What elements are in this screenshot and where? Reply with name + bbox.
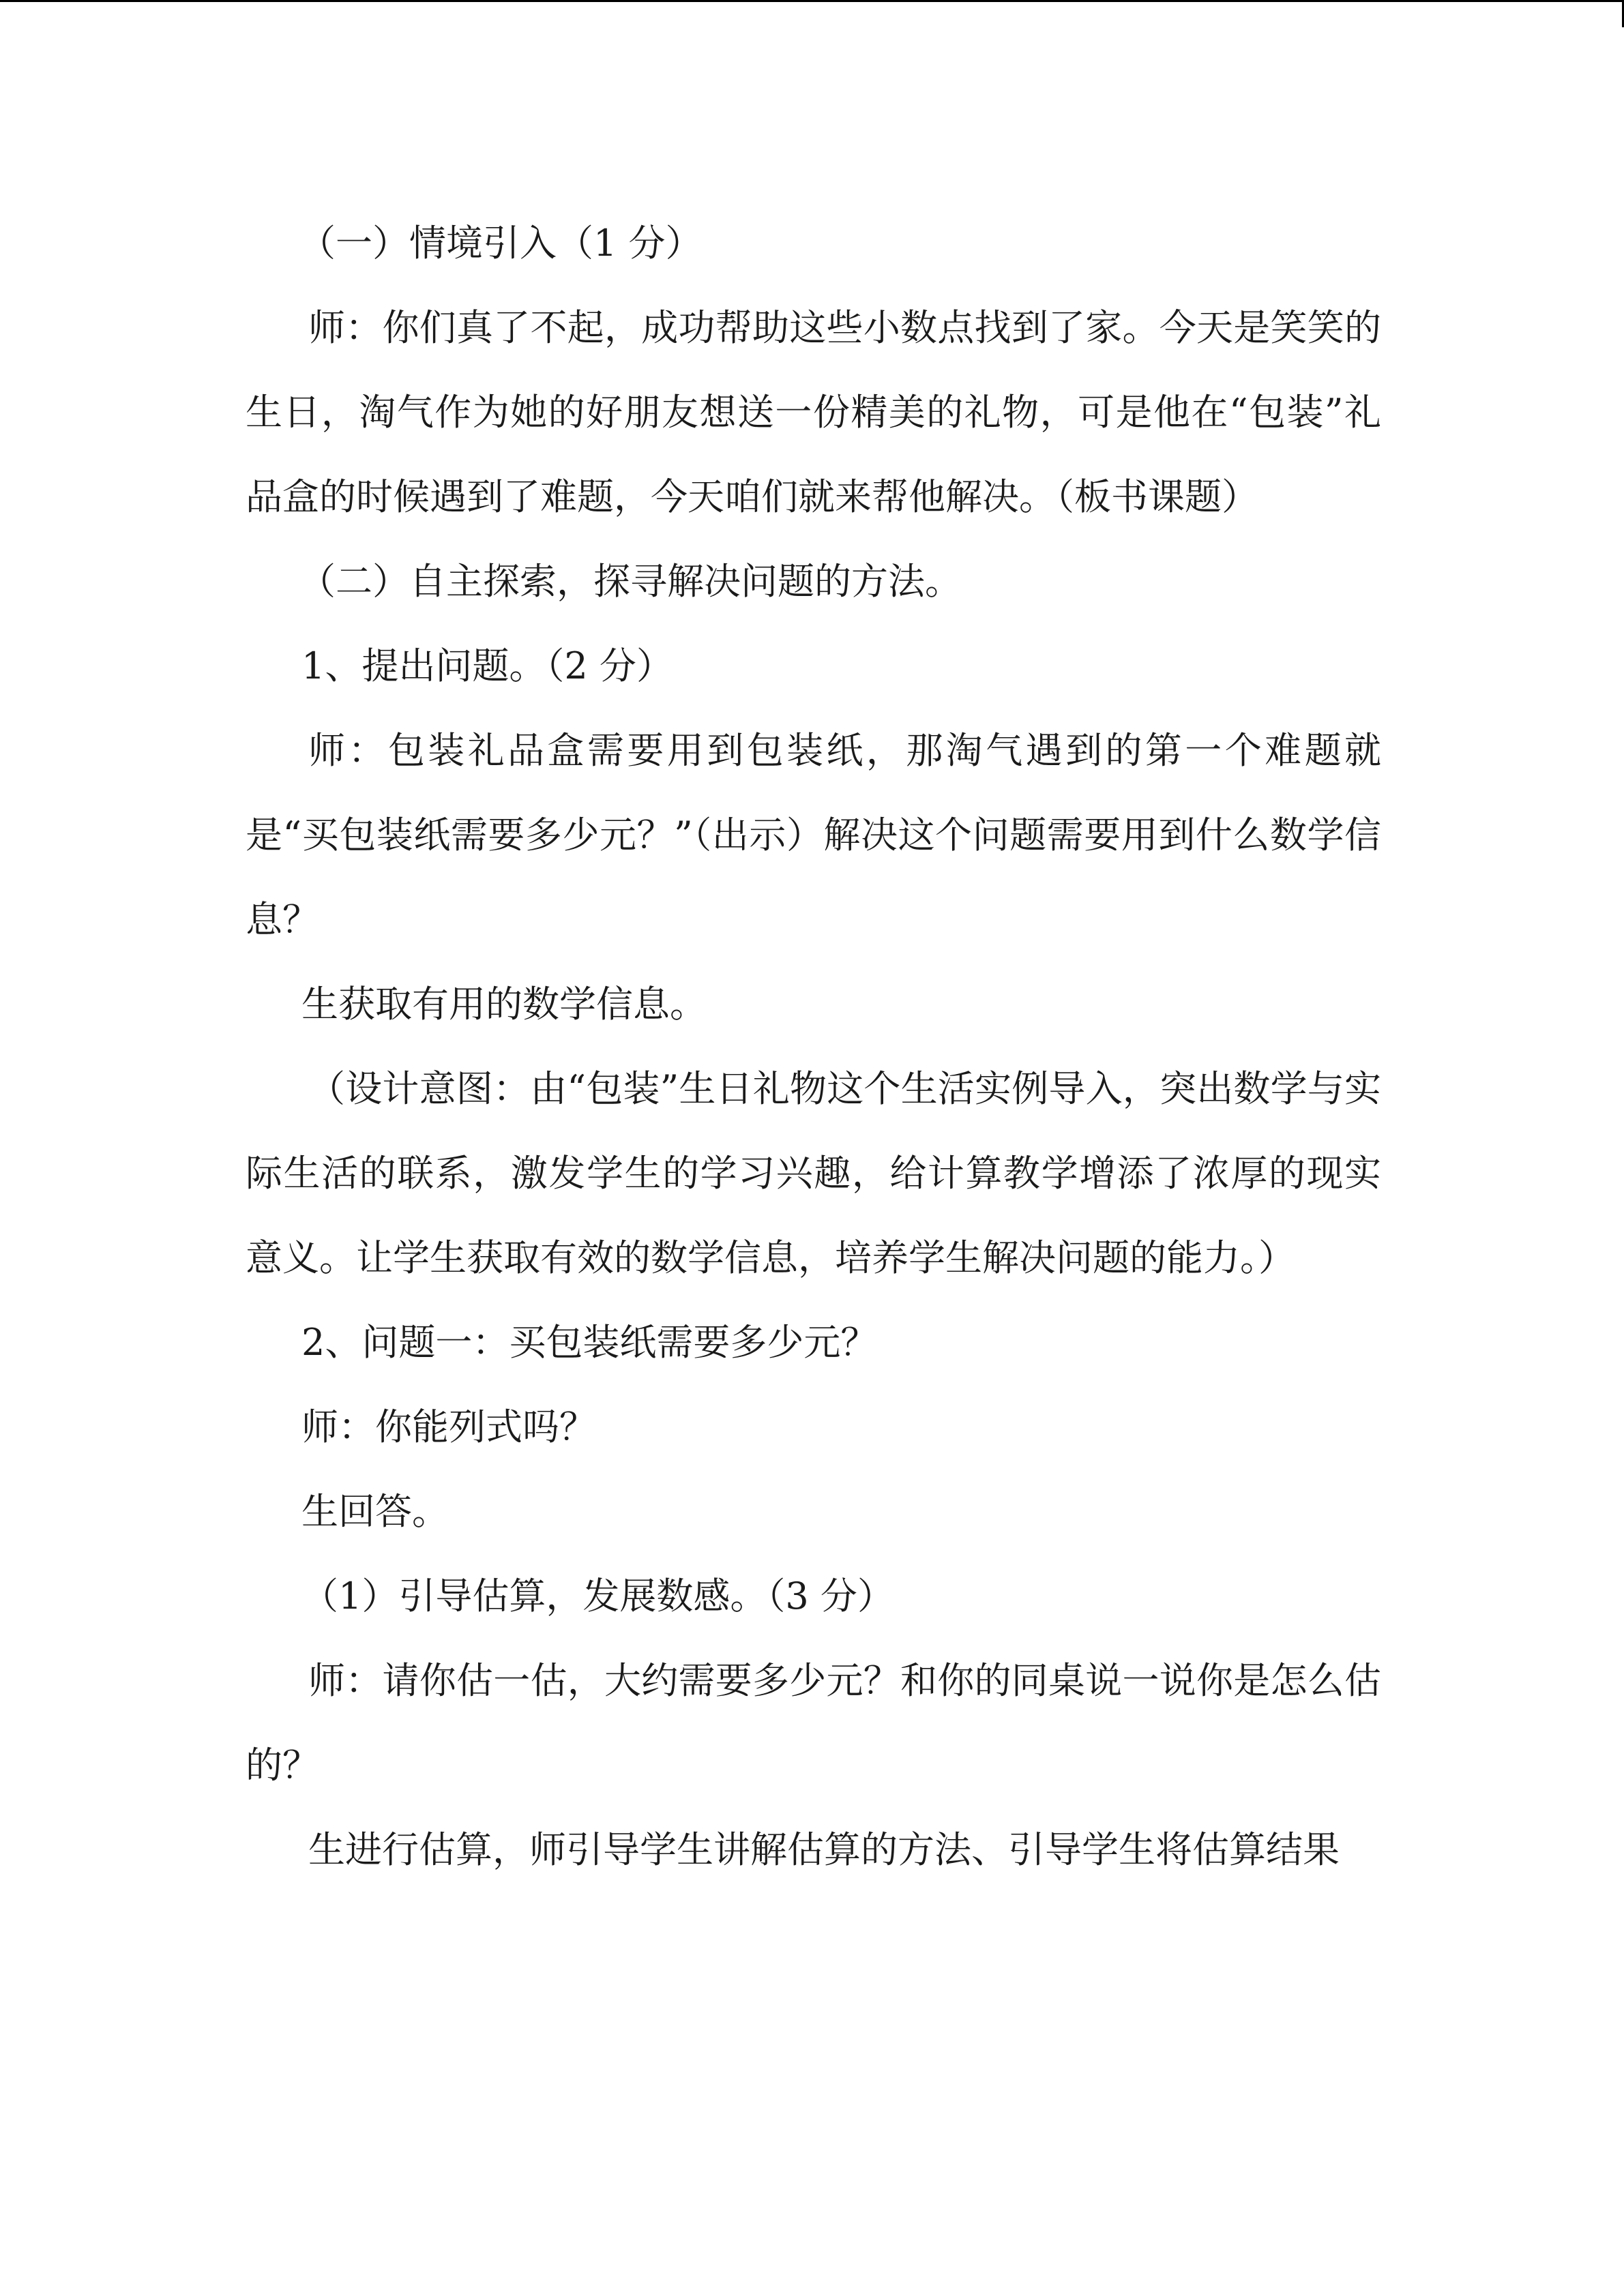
heading-estimation: （1）引导估算，发展数感。（3 分） xyxy=(301,1575,894,1617)
paragraph-design-intent: （设计意图：由“包装”生日礼物这个生活实例导入，突出数学与实际生活的联系，激发学生的学习兴趣，给计算教学增添了浓厚的现实意义。让学生获取有效的数学信息，培养学生解决问题的能力。） xyxy=(246,1067,1381,1279)
heading-situation-intro: （一）情境引入（1 分） xyxy=(299,222,703,265)
paragraph-teacher-estimate: 师：请你估一估，大约需要多少元？和你的同桌说一说你是怎么估的？ xyxy=(246,1659,1381,1787)
heading-self-exploration: （二）自主探索，探寻解决问题的方法。 xyxy=(299,560,962,603)
heading-raise-question: 1、提出问题。（2 分） xyxy=(301,644,673,687)
page-top-border xyxy=(0,0,1624,2)
paragraph-student-info: 生获取有用的数学信息。 xyxy=(301,983,707,1026)
paragraph-student-estimate: 生进行估算，师引导学生讲解估算的方法、引导学生将估算结果 xyxy=(308,1828,1340,1871)
paragraph-teacher-formula: 师：你能列式吗？ xyxy=(301,1405,596,1448)
paragraph-teacher-intro: 师：你们真了不起，成功帮助这些小数点找到了家。今天是笑笑的生日，淘气作为她的好朋友想送一份精美的礼物，可是他在“包装”礼品盒的时候遇到了难题，今天咱们就来帮他解决。（板书课题） xyxy=(246,306,1381,518)
paragraph-teacher-question: 师：包装礼品盒需要用到包装纸，那淘气遇到的第一个难题就是“买包装纸需要多少元？”（出示）解决这个问题需要用到什么数学信息？ xyxy=(246,729,1381,941)
document-body xyxy=(246,201,1381,1892)
heading-question-one: 2、问题一：买包装纸需要多少元？ xyxy=(301,1321,878,1364)
paragraph-student-answer: 生回答。 xyxy=(301,1490,449,1533)
